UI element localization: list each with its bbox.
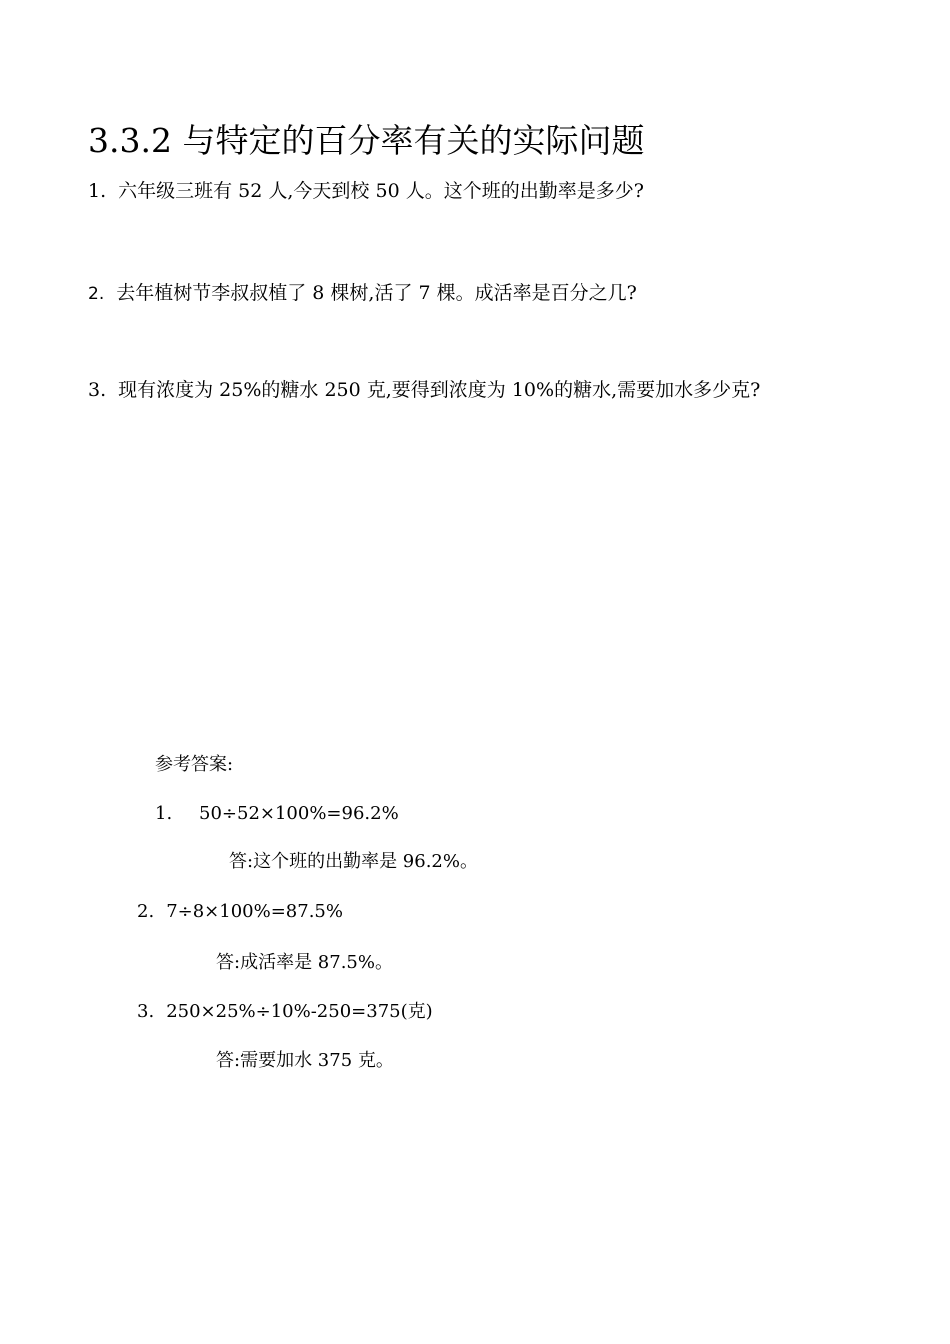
answer-2-number: 2. [137, 901, 155, 922]
answer-2-calc-text: 7÷8×100%=87.5% [166, 901, 343, 922]
answer-3-number: 3. [137, 1001, 155, 1022]
answer-2-statement: 答:成活率是 87.5%。 [216, 952, 393, 973]
question-1-number: 1. [88, 180, 107, 202]
question-2 [88, 284, 637, 303]
answer-3-calculation [137, 1003, 433, 1021]
page-title: 3.3.2 与特定的百分率有关的实际问题 [88, 121, 645, 160]
question-2-text: 去年植树节李叔叔植了 8 棵树,活了 7 棵。成活率是百分之几? [116, 282, 637, 304]
answer-1-number: 1. [155, 803, 173, 824]
question-3-text: 现有浓度为 25%的糖水 250 克,要得到浓度为 10%的糖水,需要加水多少克? [118, 379, 761, 401]
answer-3-statement: 答:需要加水 375 克。 [216, 1050, 394, 1071]
answer-1-calculation [155, 805, 399, 823]
question-1 [88, 182, 644, 201]
answer-1-statement: 答:这个班的出勤率是 96.2%。 [229, 851, 478, 872]
answer-1-calc-text: 50÷52×100%=96.2% [199, 803, 399, 824]
answer-3-calc-text: 250×25%÷10%-250=375(克) [166, 1001, 433, 1022]
answers-heading: 参考答案: [155, 754, 234, 775]
question-2-number: 2. [88, 284, 105, 304]
question-3 [88, 381, 760, 400]
answer-2-calculation [137, 903, 343, 921]
question-1-text: 六年级三班有 52 人,今天到校 50 人。这个班的出勤率是多少? [118, 180, 644, 202]
question-3-number: 3. [88, 379, 107, 401]
